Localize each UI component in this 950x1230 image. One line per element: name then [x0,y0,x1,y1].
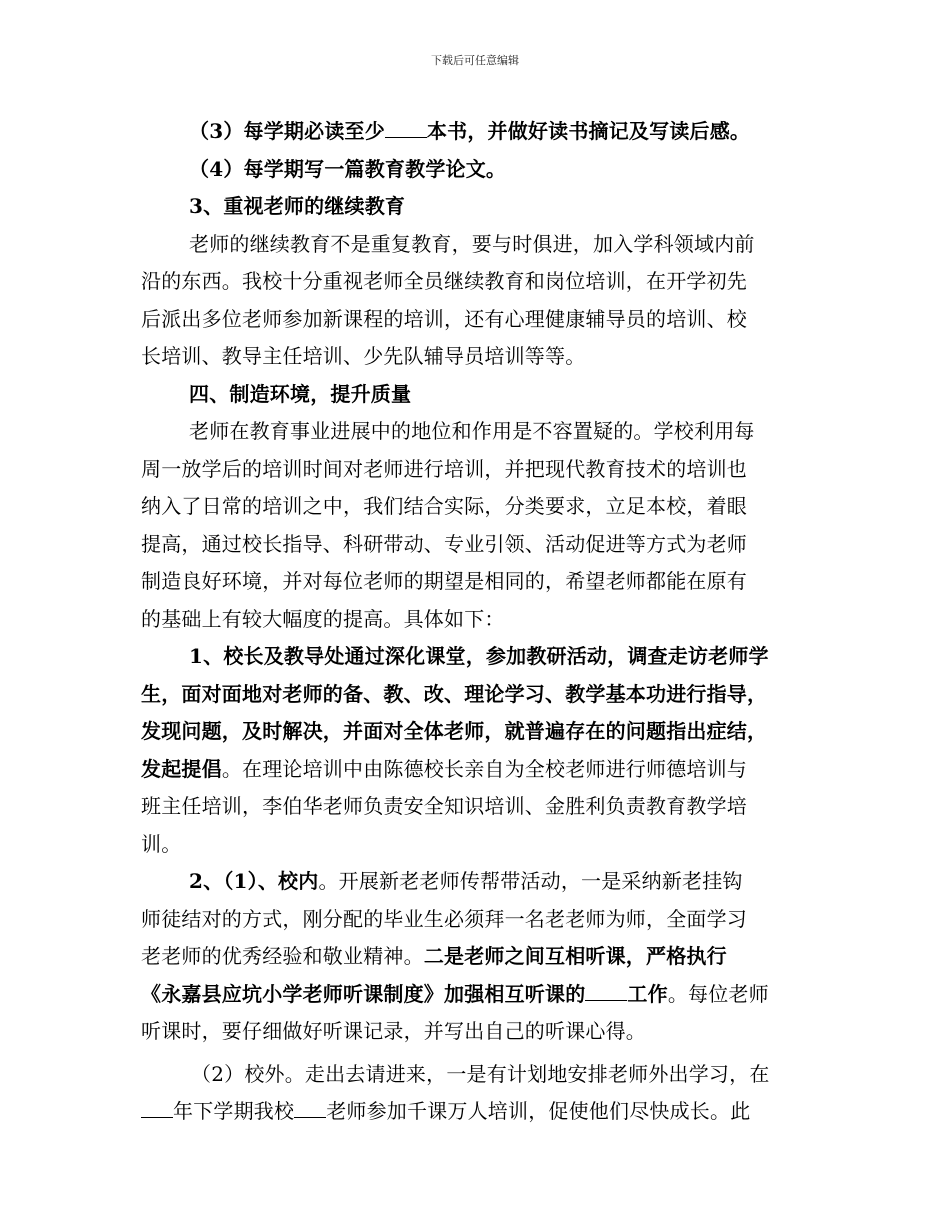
bold-span: 2、（1）、校内 [189,869,319,893]
bold-span: 发起提倡 [141,756,222,781]
paragraph-line: 老师在教育事业进展中的地位和作用是不容置疑的。学校利用每 [189,419,755,443]
page-header-watermark: 下载后可任意编辑 [431,54,519,67]
paragraph-line [141,1093,811,1131]
blank-underline [141,1099,173,1118]
section-heading-4: 四、制造环境，提升质量 [189,381,412,406]
item-3-text-a: （3）每学期必读至少 [189,119,385,143]
paragraph-line: 周一放学后的培训时间对老师进行培训，并把现代教育技术的培训也 [141,456,747,481]
paragraph-line: 发现问题，及时解决，并面对全体老师，就普遍存在的问题指出症结， [141,719,768,743]
paragraph-off-campus [141,1056,811,1131]
plain-span: 年下学期我校 [173,1099,295,1123]
paragraph-line: 师徒结对的方式，刚分配的毕业生必须拜一名老老师为师，全面学习 [141,906,747,931]
bold-span: 《永嘉县应坑小学老师听课制度》加强相互听课的 [141,981,586,1006]
paragraph-on-campus [141,863,811,1051]
bold-span: 工作 [627,981,668,1006]
paragraph-line [141,751,811,789]
item-4: （4）每学期写一篇教育教学论文。 [189,156,507,181]
paragraph-line: 提高，通过校长指导、科研带动、专业引领、活动促进等方式为老师 [141,531,747,556]
paragraph-line [141,938,811,976]
plain-span: 。开展新老老师传帮带活动，一是采纳新老挂钩 [318,869,743,893]
plain-span: 老老师的优秀经验和敬业精神。 [141,944,424,968]
paragraph-line: 纳入了日常的培训之中，我们结合实际，分类要求，立足本校，着眼 [141,494,747,518]
blank-underline [294,1099,326,1118]
paragraph-line: （2）校外。走出去请进来，一是有计划地安排老师外出学习，在 [191,1061,770,1086]
paragraph-line [141,976,811,1014]
plain-span: 。每位老师 [667,981,769,1006]
paragraph-line: 长培训、教导主任培训、少先队辅导员培训等等。 [141,344,586,368]
paragraph-line: 沿的东西。我校十分重视老师全员继续教育和岗位培训，在开学初先 [141,269,747,293]
paragraph-line: 听课时，要仔细做好听课记录，并写出自己的听课心得。 [141,1019,646,1043]
paragraph-principal-guidance [141,638,811,863]
item-3-text-b: 本书，并做好读书摘记及写读后感。 [426,119,751,143]
paragraph-line: 制造良好环境，并对每位老师的期望是相同的，希望老师都能在原有 [141,569,747,593]
paragraph-line: 生，面对面地对老师的备、教、改、理论学习、教学基本功进行指导， [141,681,768,706]
paragraph-line: 后派出多位老师参加新课程的培训，还有心理健康辅导员的培训、校 [141,306,747,331]
paragraph-line: 老师的继续教育不是重复教育，要与时俱进，加入学科领域内前 [189,231,755,256]
section-heading-3: 3、重视老师的继续教育 [189,194,406,218]
paragraph-line: 1、校长及教导处通过深化课堂，参加教研活动，调查走访老师学 [189,644,769,668]
plain-span: 。在理论培训中由陈德校长亲自为全校老师进行师德培训与 [221,756,748,781]
blank-underline [585,982,627,1001]
paragraph-line: 训。 [141,831,182,856]
paragraph-line: 班主任培训，李伯华老师负责安全知识培训、金胜利负责教育教学培 [141,794,747,818]
paragraph-environment [141,413,811,638]
item-3 [141,113,811,151]
paragraph-line [141,863,811,901]
plain-span: 老师参加千课万人培训，促使他们尽快成长。此 [326,1099,751,1123]
paragraph-continuing-education [141,226,811,376]
blank-underline [385,119,427,138]
document-body [141,113,811,1131]
bold-span: 二是老师之间互相听课，严格执行 [423,944,727,968]
paragraph-line: 的基础上有较大幅度的提高。具体如下： [141,606,505,631]
